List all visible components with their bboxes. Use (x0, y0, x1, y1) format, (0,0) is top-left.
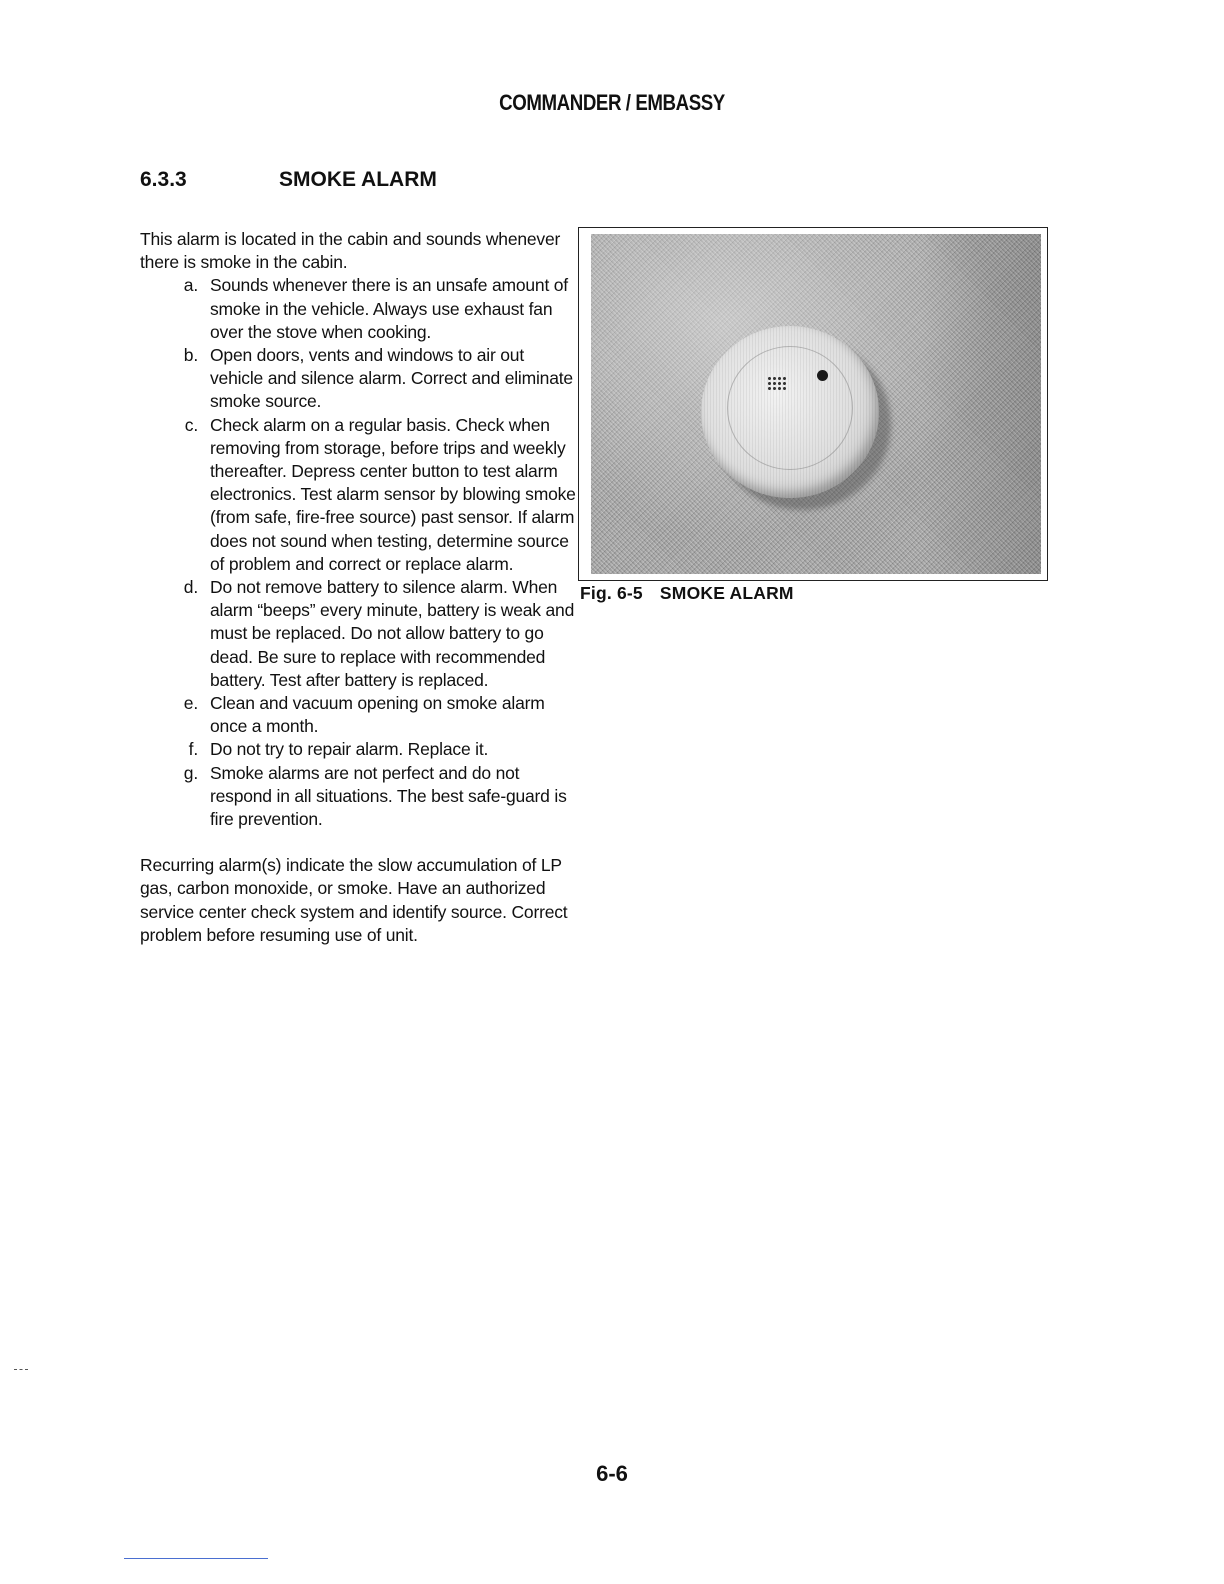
figure-caption-text: SMOKE ALARM (659, 583, 794, 603)
page-number: 6-6 (596, 1461, 628, 1486)
smoke-alarm-icon (701, 326, 879, 498)
list-item (140, 692, 580, 738)
figure-label: Fig. 6-5 (580, 583, 643, 603)
list-item (140, 738, 580, 761)
section-heading (140, 168, 437, 192)
alarm-ring (727, 346, 853, 470)
list-item (140, 576, 580, 692)
alarm-test-button-icon (817, 370, 828, 381)
figure-caption (580, 583, 794, 604)
section-title: SMOKE ALARM (279, 168, 437, 191)
list-item-text: Clean and vacuum opening on smoke alarm once a month. (210, 693, 545, 737)
list-item-text: Smoke alarms are not perfect and do not respond in all situations. The best safe-guard is fire prevention. (210, 762, 567, 830)
list-item (140, 274, 580, 344)
list-item (140, 344, 580, 414)
list-item-text: Check alarm on a regular basis. Check when removing from storage, before trips and weekly thereafter. Depress center button to test alarm electronics. Test alarm sensor by blowing smoke (from safe, fire-free source) past sensor. If alarm does not sound when testing, determine source of problem and correct or replace alarm. (210, 414, 576, 574)
list-item-letter: d. (183, 577, 198, 598)
scan-mark (14, 1369, 28, 1370)
list-item-letter: b. (183, 345, 198, 366)
alarm-vents-icon (767, 376, 787, 392)
section-number: 6.3.3 (140, 168, 187, 191)
list-item-letter: a. (183, 275, 198, 296)
footer-rule (124, 1558, 268, 1559)
figure-frame (578, 227, 1048, 581)
list-item-text: Open doors, vents and windows to air out vehicle and silence alarm. Correct and eliminate smoke source. (210, 345, 573, 412)
list-item-letter: e. (183, 693, 198, 714)
intro-paragraph: This alarm is located in the cabin and sounds whenever there is smoke in the cabin. (140, 229, 561, 273)
smoke-alarm-photo (591, 234, 1041, 574)
list-item (140, 762, 580, 832)
instruction-list (140, 274, 580, 831)
list-item-text: Do not try to repair alarm. Replace it. (210, 739, 489, 760)
list-item-text: Do not remove battery to silence alarm. When alarm “beeps” every minute, battery is weak and must be replaced. Do not allow battery to go dead. Be sure to replace with recommended battery. Test after battery is replaced. (210, 577, 575, 690)
list-item-letter: g. (183, 762, 198, 783)
running-header: COMMANDER / EMBASSY (499, 90, 725, 115)
list-item-letter: f. (188, 739, 198, 760)
list-item (140, 414, 580, 576)
list-item-letter: c. (184, 414, 198, 435)
body-text-column (140, 228, 580, 947)
list-item-text: Sounds whenever there is an unsafe amount of smoke in the vehicle. Always use exhaust fan over the stove when cooking. (210, 275, 568, 342)
closing-paragraph: Recurring alarm(s) indicate the slow accumulation of LP gas, carbon monoxide, or smoke. Have an authorized service center check system and identify source. Correct problem before resuming use of unit. (140, 855, 568, 945)
